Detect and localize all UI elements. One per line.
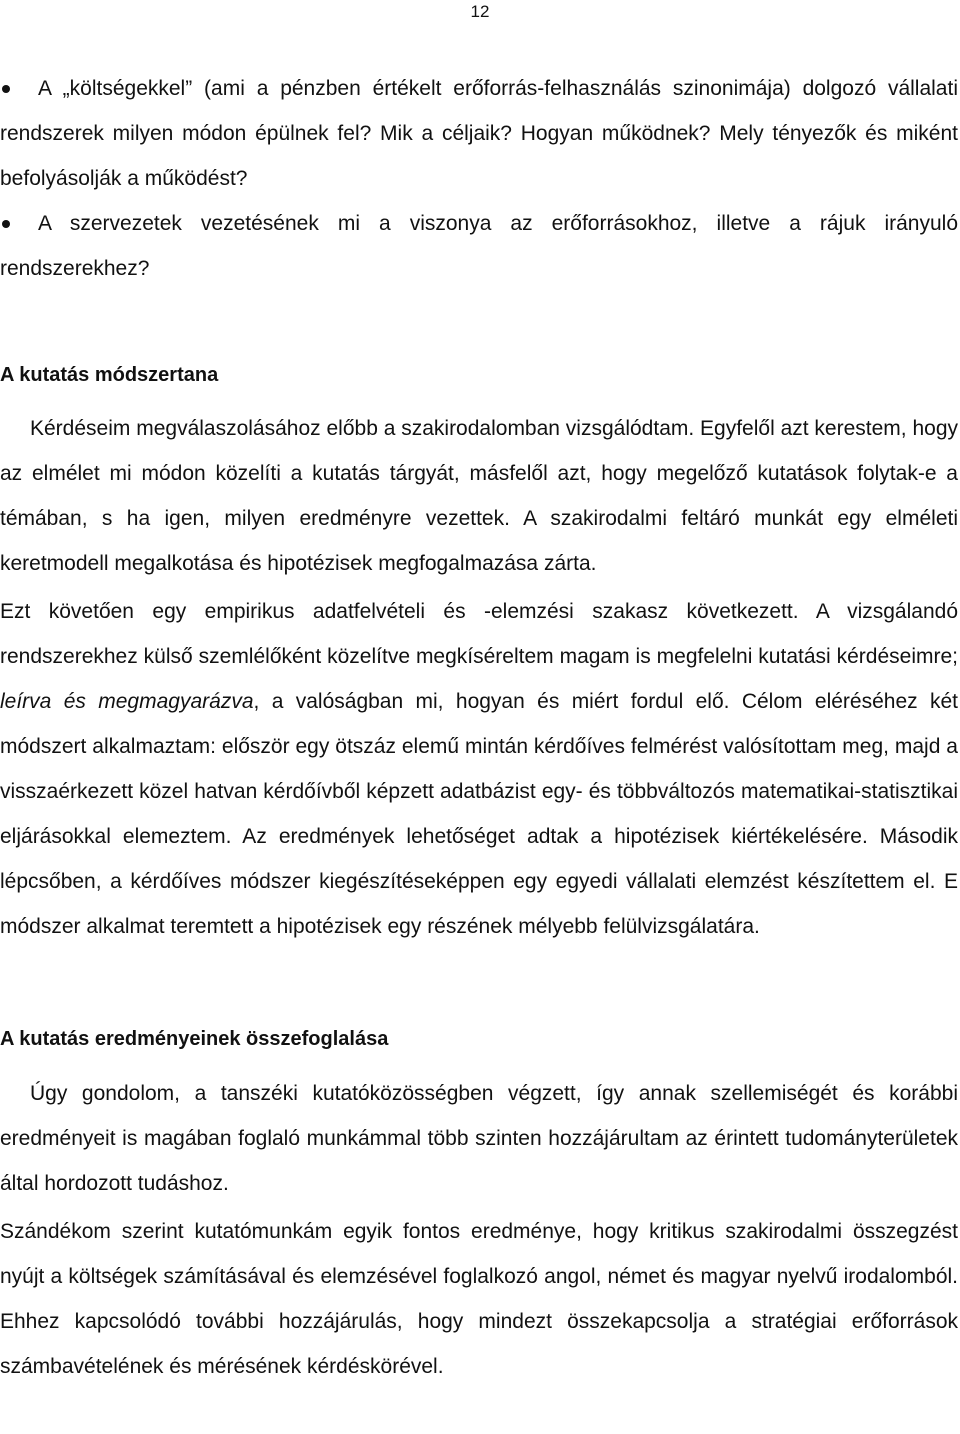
paragraph-text: Ezt követően egy empirikus adatfelvételi és -elemzési szakasz következett. A vizsgálandó rendszerekhez külső szemlélőként közelítve megkíséreltem magam is megfelelni kutatási kérdéseimre; — [0, 600, 958, 668]
emphasized-text: leírva és megmagyarázva — [0, 690, 254, 713]
list-item-text: A „költségekkel” (ami a pénzben értékelt erőforrás-felhasználás szinonimája) dolgozó vállalati rendszerek milyen módon épülnek fel? Mik a céljaik? Hogyan működnek? Mely tényezők és miként befolyásolják a működést? — [0, 77, 958, 190]
paragraph-text: , a valóságban mi, hogyan és miért fordul elő. Célom eléréséhez két módszert alkalmaztam: először egy ötszáz elemű mintán kérdőíves felmérést valósítottam meg, majd a visszaérkezett közel hatvan kérdőívből képzett adatbázist egy- és többváltozós matematikai-statisztikai eljárásokkal elemeztem. Az eredmények lehetőséget adtak a hipotézisek kiértékelésére. Második lépcsőben, a kérdőíves módszer kiegészítéseképpen egy egyedi vállalati elemzést készítettem el. E módszer alkalmat teremtett a hipotézisek egy részének mélyebb felülvizsgálatára. — [0, 690, 958, 938]
paragraph — [0, 589, 958, 949]
list-item — [0, 201, 958, 291]
paragraph: Szándékom szerint kutatómunkám egyik fontos eredménye, hogy kritikus szakirodalmi összegzést nyújt a költségek számításával és elemzésével foglalkozó angol, német és magyar nyelvű irodalomból. Ehhez kapcsolódó további hozzájárulás, hogy mindezt összekapcsolja a stratégiai erőforrások számbavételének és mérésének kérdéskörével. — [0, 1220, 958, 1378]
paragraph: Úgy gondolom, a tanszéki kutatóközösségben végzett, így annak szellemiségét és korábbi eredményeit is magában foglaló munkámmal több szinten hozzájárultam az érintett tudományterületek által hordozott tudáshoz. — [0, 1082, 958, 1195]
bullet-icon — [2, 85, 10, 93]
question-list — [0, 66, 958, 291]
page-number: 12 — [470, 2, 490, 21]
document-body — [0, 66, 958, 1389]
bullet-icon — [2, 220, 10, 228]
paragraph: Kérdéseim megválaszolásához előbb a szakirodalomban vizsgálódtam. Egyfelől azt kerestem, hogy az elmélet mi módon közelíti a kutatás tárgyát, másfelől azt, hogy megelőző kutatások folytak-e a témában, s ha igen, milyen eredményre vezettek. A szakirodalmi feltáró munkát egy elméleti keretmodell megalkotása és hipotézisek megfogalmazása zárta. — [0, 417, 958, 575]
section-heading-results: A kutatás eredményeinek összefoglalása — [0, 1028, 389, 1050]
list-item — [0, 66, 958, 201]
list-item-text: A szervezetek vezetésének mi a viszonya az erőforrásokhoz, illetve a rájuk irányuló rendszerekhez? — [0, 212, 958, 280]
section-heading-methodology: A kutatás módszertana — [0, 364, 219, 386]
